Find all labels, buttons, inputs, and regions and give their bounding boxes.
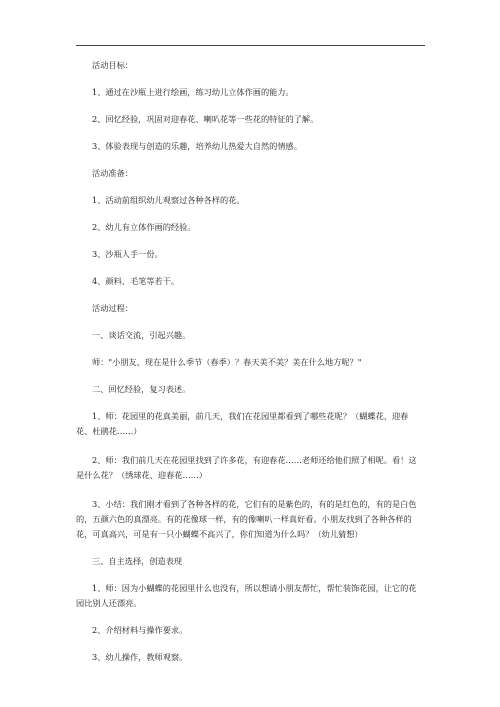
step-2-item-1: 1、师：花园里的花真美丽，前几天，我们在花园里都看到了哪些花呢？（蝴蝶花、迎春花、杜鹃花……） [76, 411, 409, 436]
goal-item-1: 1、通过在沙瓶上进行绘画，练习幼儿立体作画的能力。 [92, 87, 294, 97]
section-heading-goals: 活动目标： [92, 60, 133, 70]
step-heading-1: 一、谈话交流，引起兴趣。 [92, 330, 191, 340]
step-2-summary: 3、小结：我们刚才看到了各种各样的花，它们有的是紫色的，有的是红色的，有的是白色的，五颜六色的真漂亮。有的花像球一样，有的像喇叭一样真好看。小朋友找到了各种各样的花，可真高兴，可是有一只小蝴蝶不高兴了，你们知道为什么吗？（幼儿猜想） [76, 499, 417, 539]
teacher-question: 师："小朋友，现在是什么季节（春季）？春天美不美？美在什么地方呢？" [92, 357, 362, 367]
goal-item-3: 3、体验表现与创造的乐趣，培养幼儿热爱大自然的情感。 [92, 141, 302, 151]
prep-item-3: 3、沙瓶人手一份。 [92, 249, 163, 259]
goal-item-2: 2、回忆经验，巩固对迎春花、喇叭花等一些花的特征的了解。 [92, 114, 319, 124]
prep-item-4: 4、颜料、毛笔等若干。 [92, 276, 180, 286]
step-heading-2: 二、回忆经验，复习表述。 [92, 384, 191, 394]
step-heading-3: 三、自主选择，创造表现 [92, 556, 183, 566]
prep-item-2: 2、幼儿有立体作画的经验。 [92, 222, 196, 232]
prep-item-1: 1、活动前组织幼儿观察过各种各样的花。 [92, 195, 245, 205]
section-heading-preparation: 活动准备： [92, 168, 133, 178]
step-2-item-2: 2、师：我们前几天在花园里找到了许多花，有迎春花……老师还给他们照了相呢。看！这是什么花？（绣球花、迎春花……） [76, 455, 417, 480]
step-3-item-2: 2、介绍材料与操作要求。 [92, 625, 188, 635]
step-3-item-3: 3、幼儿操作，教师观察。 [92, 652, 188, 662]
step-3-item-1: 1、师：因为小蝴蝶的花园里什么也没有，所以想请小朋友帮忙，帮忙装饰花园，让它的花园比别人还漂亮。 [76, 583, 417, 608]
top-divider-line [76, 45, 425, 46]
section-heading-process: 活动过程： [92, 303, 133, 313]
document-body [76, 58, 424, 665]
